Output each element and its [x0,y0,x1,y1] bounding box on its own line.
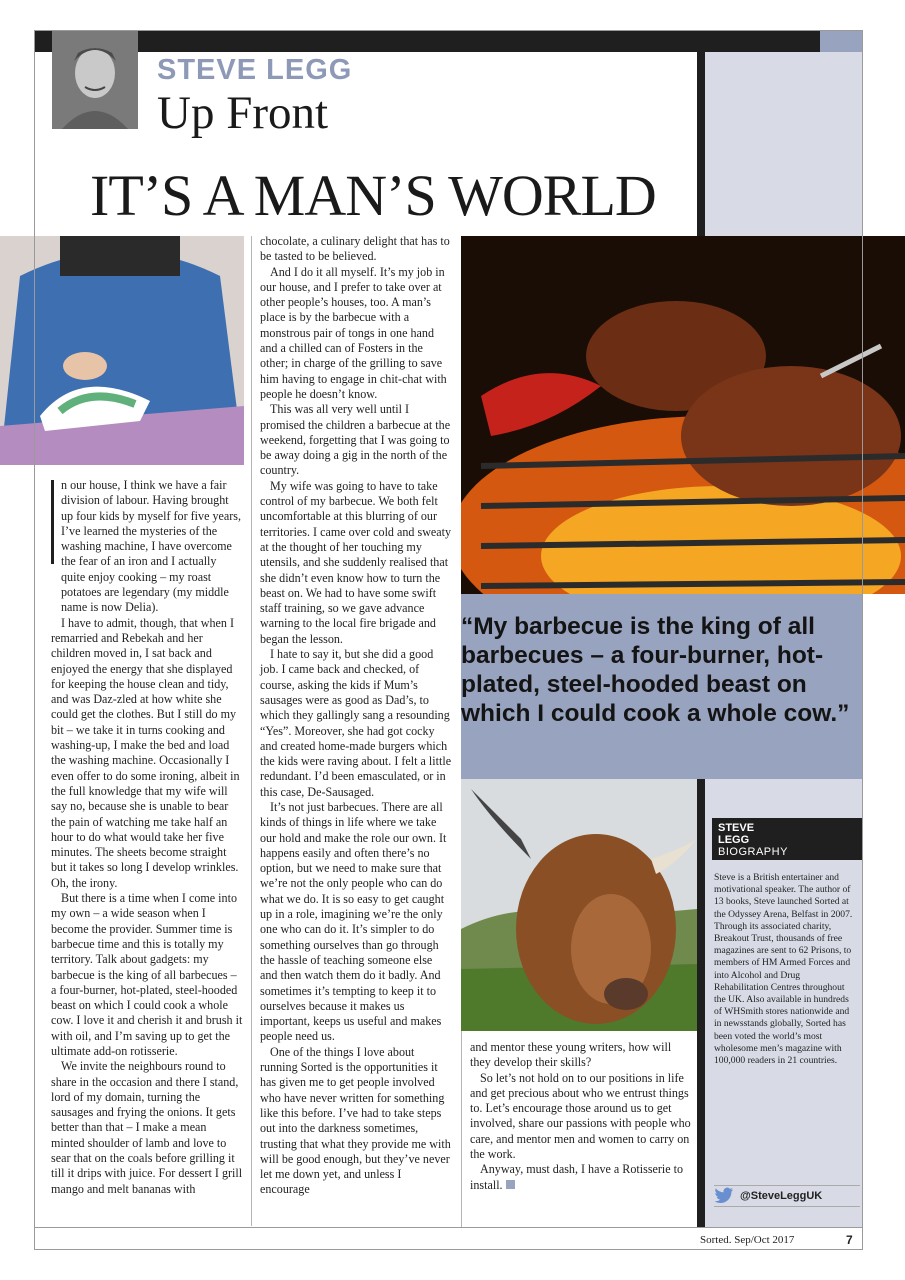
bio-label: BIOGRAPHY [718,846,788,858]
headline: IT’S A MAN’S WORLD [90,163,656,228]
top-bar [34,30,820,52]
paragraph: So let’s not hold on to our positions in life and get precious about who we entrust things to. Let’s encourage those around us to get involved, share our passions with people who care, and mentor men and women to carry on the work. [470,1070,691,1162]
paragraph: It’s not just barbecues. There are all kinds of things in life where we take our hold and make the role our own. It happens easily and often there’s no option, but we need to make sure that we’re not the only people who can do what we do. It is so easy to get caught up in a role, imagining we’re the only one who can do it. It’s simpler to do something ourselves than go through the hassle of teaching someone else and then watch them do it badly. And sometimes it’s tempting to keep it to ourselves because it makes us important, keeps us useful and makes people need us. [260,799,447,1044]
paragraph: chocolate, a culinary delight that has to be tasted to be believed. [260,234,450,264]
column-divider [461,1031,462,1227]
ironing-photo [0,236,244,465]
author-photo [52,31,138,129]
twitter-handle-box[interactable] [714,1185,860,1207]
author-name: STEVE LEGG [157,54,353,86]
closing-paragraph: Anyway, must dash, I have a Rotisserie to install. [470,1162,684,1192]
article-column-2 [260,234,452,1198]
paragraph: But there is a time when I come into my own – a wide season when I become the provider. Summer time is barbecue time and this is totally my territory. Talk about gadgets: my barbecue is the king of all barbecues – a four-burner, hot-plated, steel-hooded beast on which I could cook a whole cow. I love it and cherish it and brush it with oil, and I’m saving up to get the ultimate add-on rotisserie. [51,891,243,1058]
bio-name-last: LEGG [718,834,750,846]
twitter-bird-icon [714,1187,734,1206]
column-divider [251,236,252,1226]
top-accent-block [820,30,862,52]
paragraph: This was all very well until I promised the children a barbecue at the weekend, forgetting that I was going to be away doing a gig in the north of the country. [260,402,451,478]
highland-cow-photo [461,779,697,1031]
paragraph: One of the things I love about running Sorted is the opportunities it has given me to get people involved who have never written for something like this before. I’ve had to take steps out into the darkness sometimes, trusting that what they provide me with will be good enough, but they’ve never let me down yet, and unless I encourage [260,1044,451,1197]
article-column-1 [51,478,243,1197]
article-column-3 [470,1040,692,1193]
paragraph: n our house, I think we have a fair division of labour. Having brought up four kids by myself for five years, I’ve learned the mysteries of the washing machine, I have overcome the fear of an iron and I actually quite enjoy cooking – my roast potatoes are legendary (my middle name is now Delia). [61,478,242,615]
footer-rule [34,1227,863,1228]
bio-name-first: STEVE [718,822,755,834]
page-number: 7 [846,1233,853,1247]
bio-text: Steve is a British entertainer and motivational speaker. The author of 13 books, Steve launched Sorted at the Odyssey Arena, Belfast in 2007. Through its associated charity, Breakout Trust, thousands of free magazines are sent to 62 Prisons, to members of HM Armed Forces and into Alcohol and Drug Rehabilitation Centres throughout the UK. Also available in hundreds of WHSmith stores nationwide and in newsstands globally, Sorted has been voted the world’s most wholesome men’s magazine with 100,000 readers in 21 countries. [714,872,853,1067]
footer-issue: Sorted. Sep/Oct 2017 [700,1234,795,1246]
paragraph: We invite the neighbours round to share in the occasion and there I stand, lord of my domain, turning the sausages and frying the onions. It gets better than that – I make a mean minted shoulder of lamb and love to sear that on the coals before grilling it till it drips with juice. For dessert I grill mango and melt bananas with [51,1059,243,1196]
pullquote: “My barbecue is the king of all barbecues – a four-burner, hot-plated, steel-hooded beast on which I could cook a whole cow.” [461,613,850,727]
paragraph: and mentor these young writers, how will they develop their skills? [470,1040,672,1070]
twitter-handle: @SteveLeggUK [740,1190,823,1202]
paragraph: My wife was going to have to take control of my barbecue. We both felt uncomfortable at this blurring of our territories. I came over cold and sweaty at the thought of her touching my utensils, and she suddenly realised that she didn’t even know how to turn the beast on. We had to have some swift staff training, so we gave advance warning to the local fire brigade and began the lesson. [260,478,452,646]
paragraph: And I do it all myself. It’s my job in our house, and I prefer to take over at other people’s houses, too. A man’s place is by the barbecue with a monstrous pair of tongs in one hand and a chilled can of Fosters in the other; in charge of the grilling to save him having to engage in chit-chat with people he doesn’t know. [260,264,447,401]
barbecue-photo [461,236,905,594]
end-mark-icon [506,1180,515,1189]
paragraph: I hate to say it, but she did a good job. I came back and checked, of course, asking the kids if Mum’s sausages were as good as Dad’s, to which they gallingly sang a resounding “Yes”. Moreover, she had got cocky and created home-made burgers which the kids were raving about. I felt a little redundant. I’d been emasculated, or in this case, De-Sausaged. [260,647,452,799]
paragraph: I have to admit, though, that when I remarried and Rebekah and her children moved in, I sat back and enjoyed the energy that she displayed for keeping the house clean and tidy, and was Daz-zled at how white she could get the clothes. But I still do my bit – we take it in turns cooking and washing-up, I make the bed and load the washing machine. Occasionally I even offer to do some ironing, albeit in the full knowledge that my wife will say no, because she is unable to bear the pain of watching me take half an hour to do what would take her five minutes. The sheets become straight but it takes so long I develop wrinkles. Oh, the irony. [51,615,240,890]
bio-header [712,818,862,860]
column-name: Up Front [157,87,329,139]
paragraph [470,1162,692,1193]
